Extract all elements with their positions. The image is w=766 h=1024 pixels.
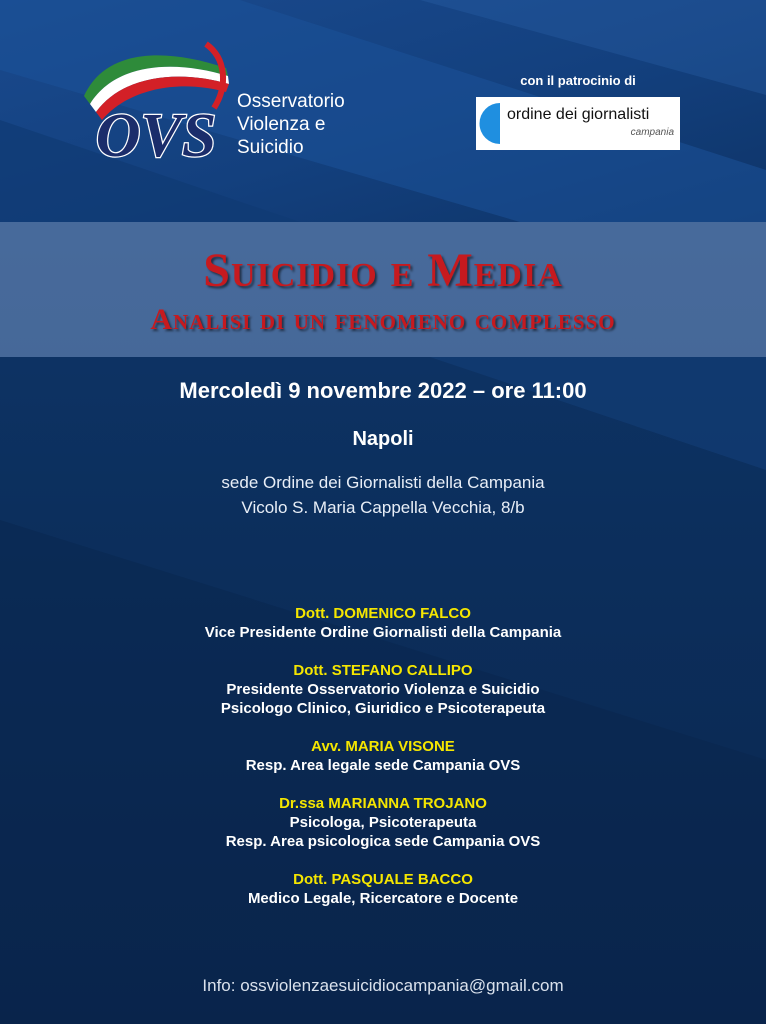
speaker-role: Psicologo Clinico, Giuridico e Psicoterapeuta (220, 700, 546, 717)
event-venue (0, 470, 766, 520)
speaker-name: Dr.ssa MARIANNA TROJANO (279, 795, 487, 812)
contact-info: Info: ossviolenzaesuicidiocampania@gmail.com (202, 976, 564, 995)
org-name-line-1: Osservatorio (237, 91, 345, 112)
speaker-role: Medico Legale, Ricercatore e Docente (247, 890, 519, 907)
speakers-list (0, 604, 766, 927)
speaker-item (0, 737, 766, 775)
org-name-line-2: Violenza e (237, 114, 326, 135)
patron-name: ordine dei giornalisti (507, 106, 650, 123)
org-name-line-3: Suicidio (237, 137, 304, 158)
ovs-logo (76, 38, 236, 168)
venue-line-2: Vicolo S. Maria Cappella Vecchia, 8/b (241, 498, 525, 517)
svg-text:OVS: OVS (95, 102, 217, 168)
speaker-item (0, 870, 766, 908)
event-city: Napoli (352, 428, 414, 450)
speaker-item (0, 604, 766, 642)
speaker-name: Avv. MARIA VISONE (311, 738, 455, 755)
patron-logo (476, 97, 680, 150)
event-date-time: Mercoledì 9 novembre 2022 – ore 11:00 (179, 378, 587, 403)
speaker-role: Psicologa, Psicoterapeuta (289, 814, 477, 831)
speaker-role: Presidente Osservatorio Violenza e Suicidio (226, 681, 540, 698)
speaker-role: Resp. Area psicologica sede Campania OVS (225, 833, 541, 850)
event-title: Suicidio e Media (203, 244, 563, 297)
organization-name (237, 90, 345, 159)
patronage-label: con il patrocinio di (520, 73, 636, 88)
venue-line-1: sede Ordine dei Giornalisti della Campania (221, 473, 545, 492)
speaker-name: Dott. DOMENICO FALCO (295, 605, 471, 622)
speaker-item (0, 661, 766, 718)
speaker-role: Vice Presidente Ordine Giornalisti della Campania (204, 624, 562, 641)
patron-region: campania (630, 127, 674, 138)
speaker-role: Resp. Area legale sede Campania OVS (245, 757, 521, 774)
speaker-name: Dott. STEFANO CALLIPO (293, 662, 473, 679)
speaker-name: Dott. PASQUALE BACCO (293, 871, 473, 888)
event-subtitle: Analisi di un fenomeno complesso (150, 303, 616, 336)
patron-circle-icon (476, 97, 510, 150)
speaker-item (0, 794, 766, 851)
